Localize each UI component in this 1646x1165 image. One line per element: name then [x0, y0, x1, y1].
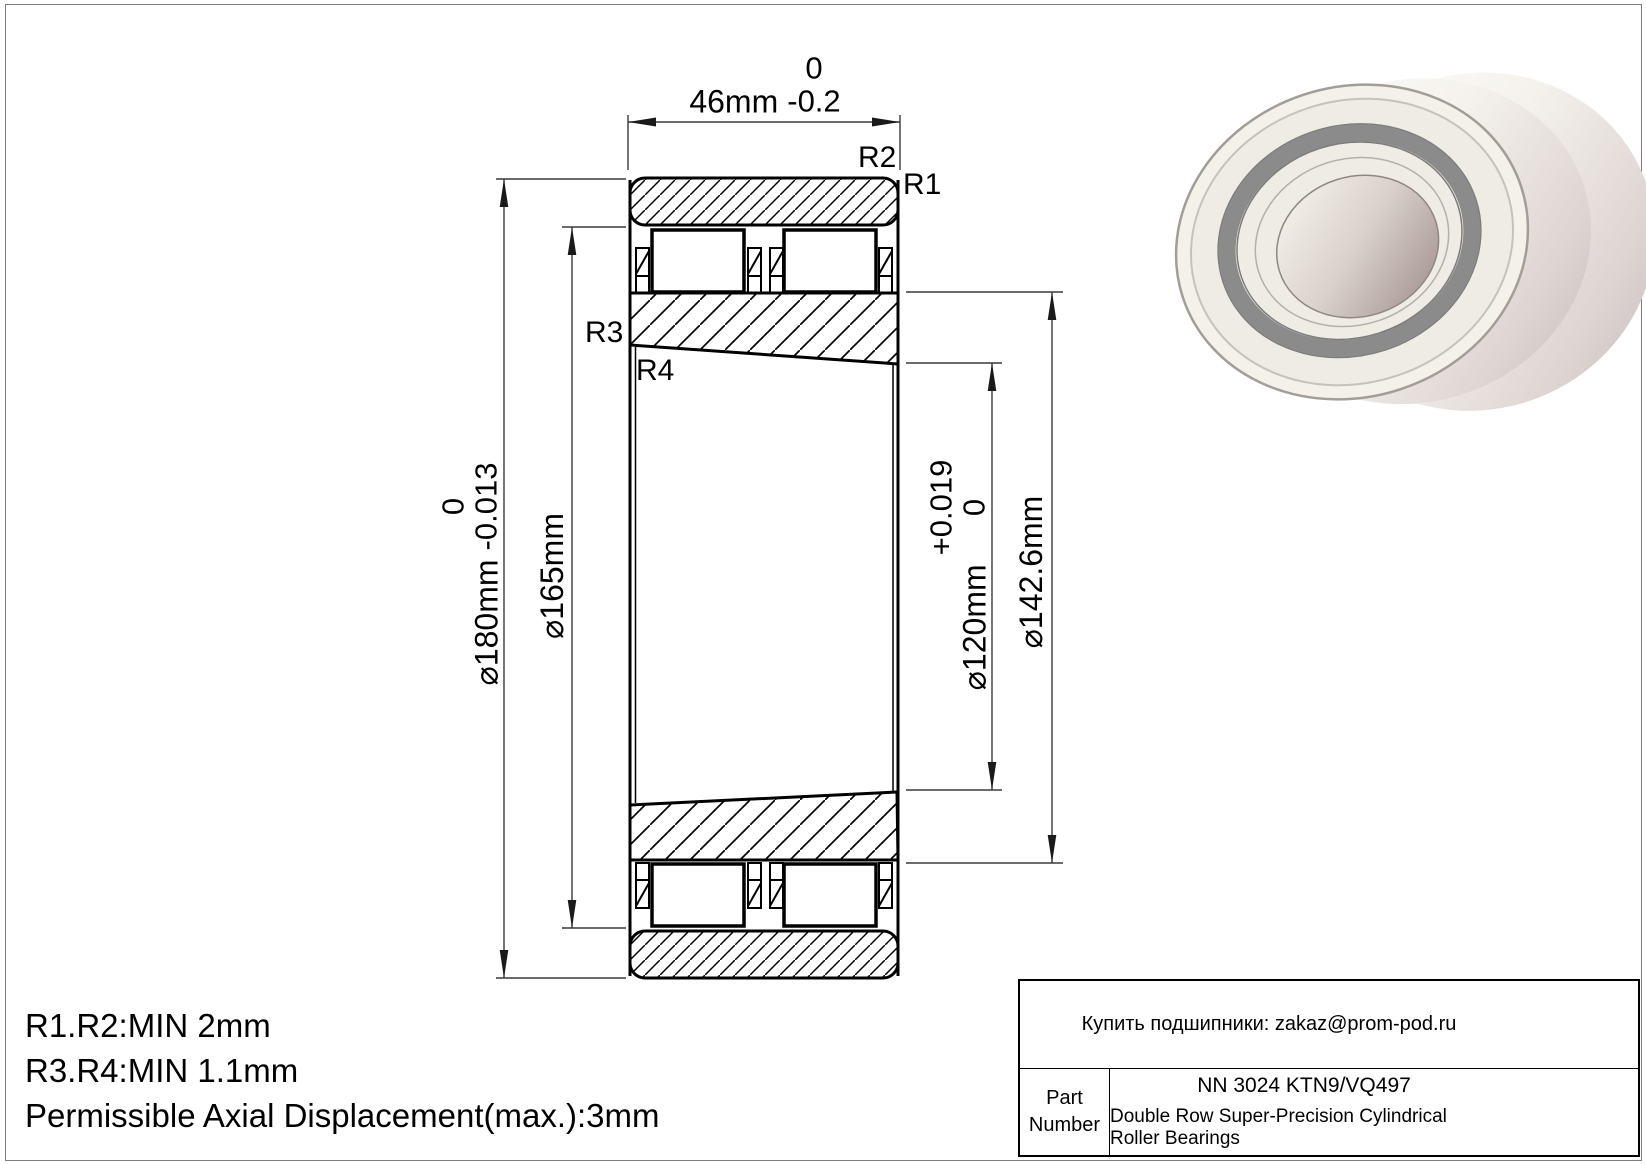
dim-text-bore-diameter — [923, 459, 993, 691]
bearing-3d-render — [1135, 2, 1646, 492]
title-block-contact: Купить подшипники: zakaz@prom-pod.ru — [1020, 981, 1638, 1069]
roller-bottom-left — [652, 864, 744, 926]
roller-bottom-right — [784, 864, 876, 926]
note-r1-r2: R1.R2:MIN 2mm — [25, 1007, 271, 1044]
dim-bore-value: ⌀120mm — [956, 564, 993, 691]
note-r3-r4: R3.R4:MIN 1.1mm — [25, 1052, 299, 1089]
dim-text-inner-ring-od: ⌀142.6mm — [1013, 495, 1049, 649]
label-r4: R4 — [636, 354, 675, 387]
part-number-label: Part Number — [1020, 1069, 1110, 1156]
inner-ring-bottom — [630, 792, 898, 860]
roller-top-right — [784, 230, 876, 292]
label-r2: R2 — [858, 141, 897, 174]
dim-text-raceway-diameter: ⌀165mm — [534, 513, 570, 639]
cross-section — [630, 178, 898, 978]
part-number-value: NN 3024 KTN9/VQ497 — [1197, 1073, 1411, 1097]
label-r3: R3 — [585, 316, 624, 349]
dim-width-value: 46mm — [689, 83, 779, 120]
title-block-part-row — [1020, 1069, 1638, 1156]
dim-bore-tolerance: +0.019 0 — [923, 459, 991, 556]
outer-ring-top — [630, 178, 898, 225]
dim-width-tolerance: 0 -0.2 — [787, 50, 841, 118]
part-description: Double Row Super-Precision Cylindrical Roller Bearings — [1110, 1105, 1447, 1149]
dim-od-tolerance: 0 -0.013 — [435, 462, 503, 551]
note-axial-displacement: Permissible Axial Displacement(max.):3mm — [25, 1097, 660, 1134]
roller-top-left — [652, 230, 744, 292]
outer-ring-bottom — [630, 931, 898, 978]
dim-text-width — [689, 50, 841, 120]
dim-text-outer-diameter — [435, 462, 505, 686]
label-r1: R1 — [903, 168, 942, 201]
dim-od-value: ⌀180mm — [468, 559, 505, 686]
part-info-cell — [1110, 1069, 1638, 1156]
title-block — [1018, 979, 1640, 1157]
